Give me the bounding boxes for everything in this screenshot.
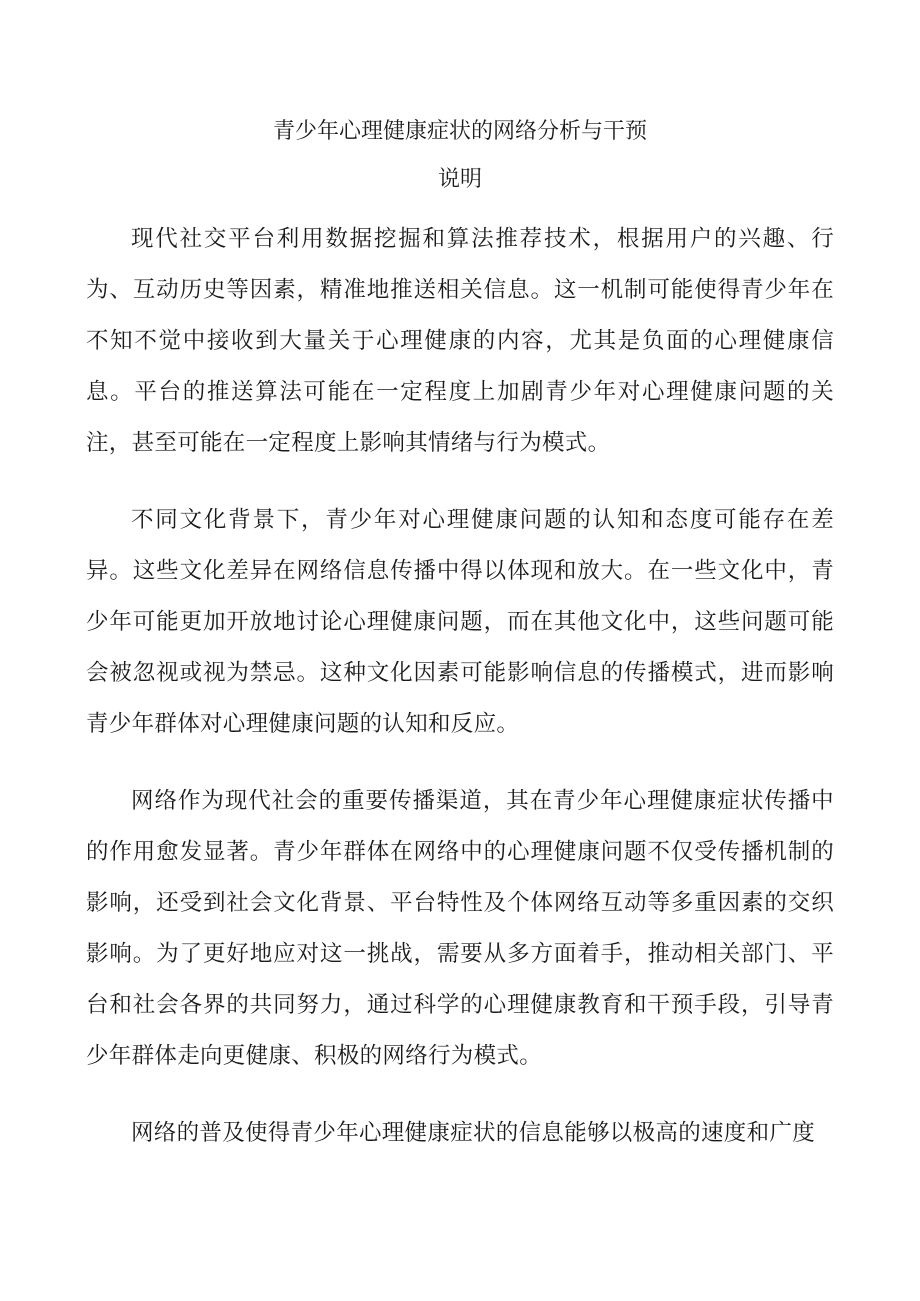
paragraph-2: 不同文化背景下，青少年对心理健康问题的认知和态度可能存在差异。这些文化差异在网络信息传播中得以体现和放大。在一些文化中，青少年可能更加开放地讨论心理健康问题，而在其他文化中，这些问题可能会被忽视或视为禁忌。这种文化因素可能影响信息的传播模式，进而影响青少年群体对心理健康问题的认知和反应。 (86, 507, 834, 737)
document-subtitle: 说明 (437, 167, 482, 192)
paragraph-4: 网络的普及使得青少年心理健康症状的信息能够以极高的速度和广度 (131, 1120, 816, 1146)
document-title: 青少年心理健康症状的网络分析与干预 (272, 119, 647, 144)
paragraph-1: 现代社交平台利用数据挖掘和算法推荐技术，根据用户的兴趣、行为、互动历史等因素，精准地推送相关信息。这一机制可能使得青少年在不知不觉中接收到大量关于心理健康的内容，尤其是负面的心理健康信息。平台的推送算法可能在一定程度上加剧青少年对心理健康问题的关注，甚至可能在一定程度上影响其情绪与行为模式。 (86, 226, 834, 456)
paragraph-3: 网络作为现代社会的重要传播渠道，其在青少年心理健康症状传播中的作用愈发显著。青少年群体在网络中的心理健康问题不仅受传播机制的影响，还受到社会文化背景、平台特性及个体网络互动等多重因素的交织影响。为了更好地应对这一挑战，需要从多方面着手，推动相关部门、平台和社会各界的共同努力，通过科学的心理健康教育和干预手段，引导青少年群体走向更健康、积极的网络行为模式。 (86, 788, 834, 1069)
